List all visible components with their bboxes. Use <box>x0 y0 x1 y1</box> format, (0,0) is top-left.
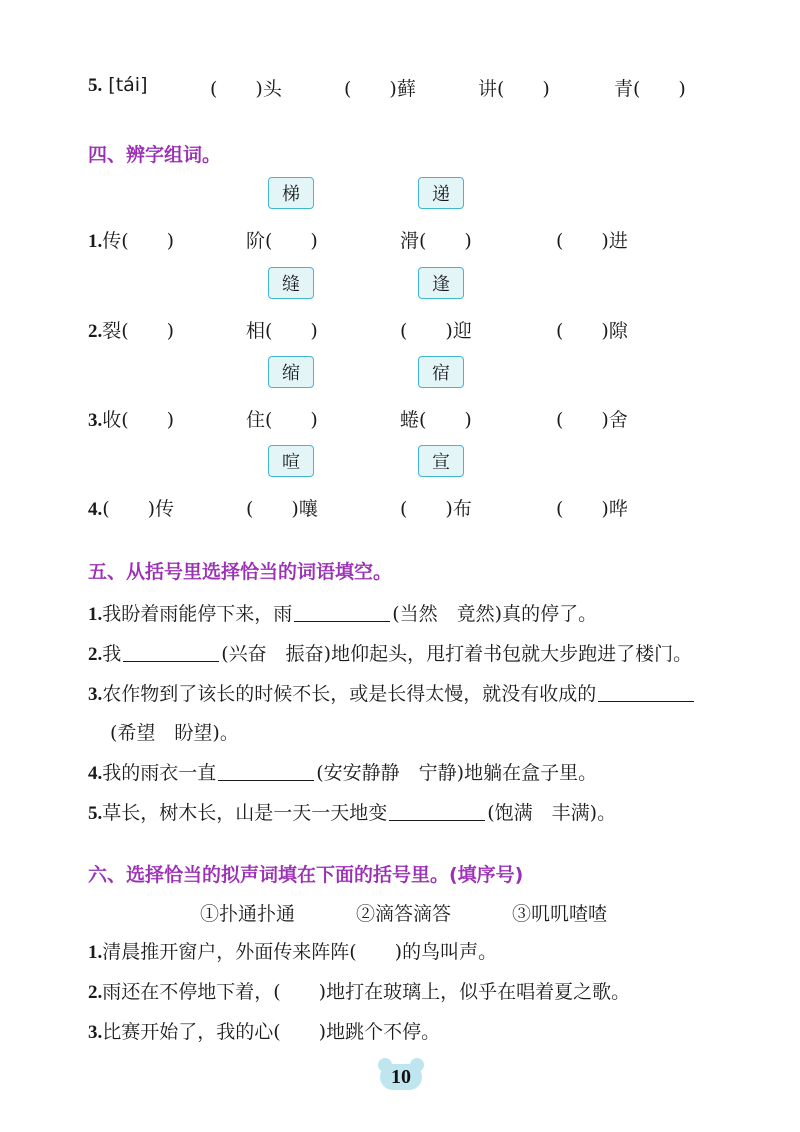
item-number: 2. <box>88 644 103 665</box>
fill-blank: 青( ) <box>614 78 686 100</box>
word-item: 收( ) <box>102 409 175 431</box>
onomatopoeia-option: ③叽叽喳喳 <box>512 903 608 925</box>
onomatopoeia-question-2 <box>88 977 630 1004</box>
item-number: 1. <box>88 942 103 963</box>
item-number: 3. <box>88 1022 103 1043</box>
answer-blank <box>123 643 219 662</box>
sentence-text: 我 <box>102 643 122 665</box>
fill-sentence-2 <box>88 639 692 666</box>
fill-sentence-1 <box>88 599 597 626</box>
answer-blank <box>294 603 390 622</box>
word-item: 滑( ) <box>400 230 472 252</box>
word-item: 住( ) <box>246 409 318 431</box>
item-number: 3. <box>88 410 103 431</box>
sentence-text: (兴奋 振奋)地仰起头，甩打着书包就大步跑进了楼门。 <box>221 643 693 665</box>
section-heading: 六、选择恰当的拟声词填在下面的括号里。(填序号) <box>88 864 524 886</box>
char-box: 梯 <box>268 177 314 209</box>
sentence-text: 农作物到了该长的时候不长，或是长得太慢，就没有收成的 <box>102 683 597 705</box>
word-item: 相( ) <box>246 320 318 342</box>
sentence-text: 清晨推开窗户，外面传来阵阵( )的鸟叫声。 <box>102 941 498 963</box>
word-item: 阶( ) <box>246 230 318 252</box>
word-row-1 <box>88 226 174 253</box>
page-number-badge <box>378 1058 424 1090</box>
char-box: 缝 <box>268 267 314 299</box>
fill-sentence-5 <box>88 798 616 825</box>
sentence-text: (安安静静 宁静)地躺在盒子里。 <box>316 762 598 784</box>
word-item: ( )布 <box>400 498 472 520</box>
item-number: 1. <box>88 604 103 625</box>
answer-blank <box>218 762 314 781</box>
sentence-text: (当然 竟然)真的停了。 <box>392 603 598 625</box>
sentence-text: 我的雨衣一直 <box>102 762 217 784</box>
item-number: 3. <box>88 684 103 705</box>
char-box: 递 <box>418 177 464 209</box>
sentence-text: (饱满 丰满)。 <box>487 802 617 824</box>
answer-blank <box>598 683 694 702</box>
fill-blank: ( )藓 <box>344 78 416 100</box>
char-box: 喧 <box>268 445 314 477</box>
char-box: 逢 <box>418 267 464 299</box>
item-number: 2. <box>88 321 103 342</box>
word-row-3 <box>88 405 174 432</box>
word-row-2 <box>88 316 174 343</box>
sentence-text: 比赛开始了，我的心( )地跳个不停。 <box>102 1021 441 1043</box>
word-item: ( )舍 <box>556 409 628 431</box>
page-number: 10 <box>380 1064 422 1090</box>
word-item: ( )哗 <box>556 498 628 520</box>
onomatopoeia-question-3 <box>88 1017 440 1044</box>
sentence-text: 雨还在不停地下着，( )地打在玻璃上，似乎在唱着夏之歌。 <box>102 981 631 1003</box>
item-number: 5. <box>88 75 103 96</box>
word-item: ( )传 <box>102 498 175 520</box>
word-row-4 <box>88 494 174 521</box>
char-box: 宿 <box>418 356 464 388</box>
sentence-continuation: (希望 盼望)。 <box>110 722 239 744</box>
word-item: 蜷( ) <box>400 409 472 431</box>
onomatopoeia-option: ②滴答滴答 <box>356 903 452 925</box>
onomatopoeia-option: ①扑通扑通 <box>200 903 296 925</box>
section-heading: 四、辨字组词。 <box>88 144 222 166</box>
word-item: 裂( ) <box>102 320 175 342</box>
item-number: 5. <box>88 803 103 824</box>
char-box: 宣 <box>418 445 464 477</box>
pinyin-question-5 <box>88 74 148 97</box>
fill-blank: ( )头 <box>210 78 282 100</box>
section-heading: 五、从括号里选择恰当的词语填空。 <box>88 561 393 583</box>
item-number: 1. <box>88 231 103 252</box>
char-box: 缩 <box>268 356 314 388</box>
pinyin-label: [tái] <box>108 74 148 96</box>
word-item: ( )迎 <box>400 320 472 342</box>
word-item: 传( ) <box>102 230 175 252</box>
word-item: ( )嚷 <box>246 498 318 520</box>
sentence-text: 草长，树木长，山是一天一天地变 <box>102 802 388 824</box>
answer-blank <box>389 802 485 821</box>
sentence-text: 我盼着雨能停下来，雨 <box>102 603 293 625</box>
word-item: ( )进 <box>556 230 628 252</box>
item-number: 2. <box>88 982 103 1003</box>
onomatopoeia-question-1 <box>88 937 497 964</box>
fill-sentence-3 <box>88 679 696 706</box>
item-number: 4. <box>88 763 103 784</box>
item-number: 4. <box>88 499 103 520</box>
fill-sentence-4 <box>88 758 597 785</box>
word-item: ( )隙 <box>556 320 628 342</box>
fill-blank: 讲( ) <box>478 78 550 100</box>
